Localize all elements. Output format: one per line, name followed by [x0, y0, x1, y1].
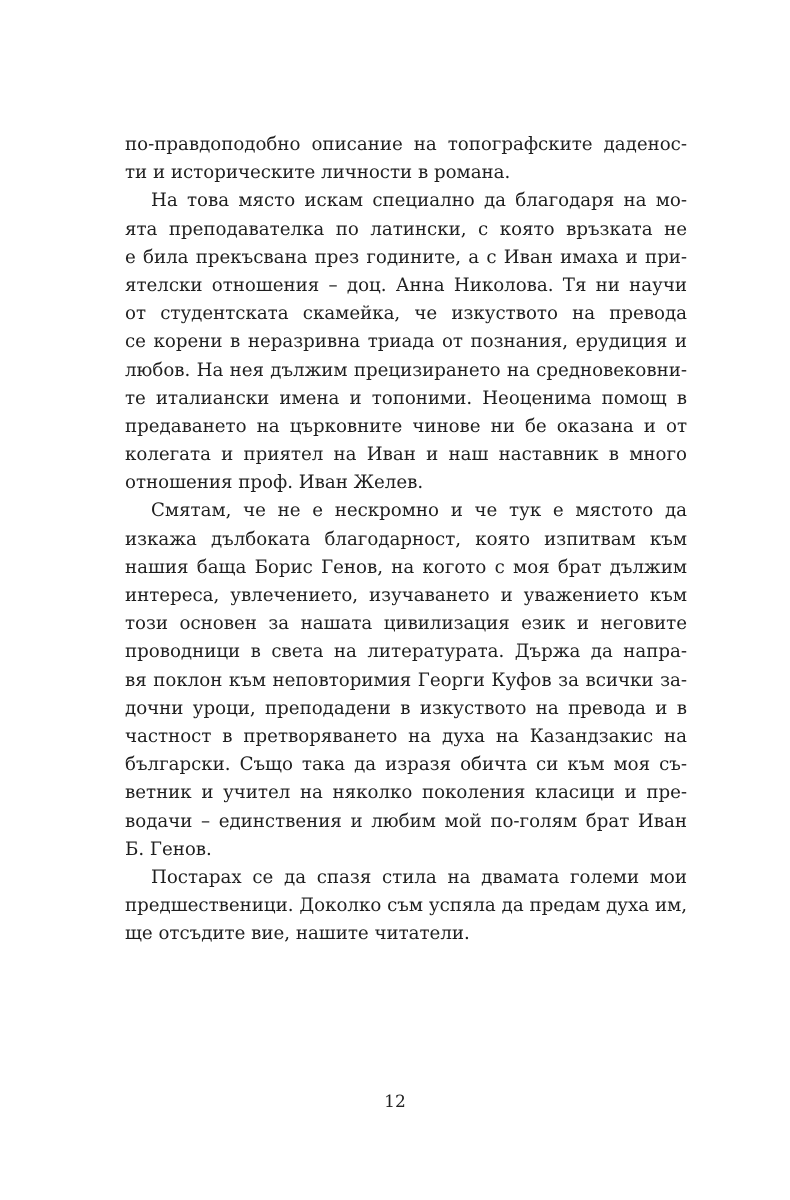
text-line: нашия баща Борис Генов, на когото с моя брат дължим	[125, 556, 687, 578]
text-line: На това място искам специално да благодаря на мо-	[151, 190, 687, 212]
text-line: ятелски отношения – доц. Анна Николова. Тя ни научи	[125, 274, 687, 296]
text-line: отношения проф. Иван Желев.	[125, 472, 424, 494]
text-line: български. Също така да изразя обичта си към моя съ-	[125, 754, 687, 776]
text-line: е била прекъсвана през годините, а с Иван имаха и при-	[125, 246, 687, 268]
text-line: Постарах се да спазя стила на двамата големи мои	[151, 866, 687, 888]
text-line: ята преподавателка по латински, с която връзката не	[125, 218, 687, 240]
text-line: предаването на църковните чинове ни бе оказана и от	[125, 415, 687, 437]
text-line: интереса, увлечението, изучаването и уважението към	[125, 585, 687, 606]
text-line: Смятам, че не е нескромно и че тук е мястото да	[151, 500, 687, 522]
text-line: Б. Генов.	[125, 838, 212, 860]
body-text	[125, 131, 687, 948]
text-line: по-правдоподобно описание на топографските даденос-	[125, 134, 687, 155]
text-line: дочни уроци, преподадени в изкуството на превода и в	[125, 697, 687, 719]
text-line: ветник и учител на няколко поколения класици и пре-	[125, 782, 687, 804]
text-line: вя поклон към неповторимия Георги Куфов за всички за-	[125, 669, 687, 691]
text-line: колегата и приятел на Иван и наш наставник в много	[125, 444, 687, 466]
text-line: ще отсъдите вие, нашите читатели.	[125, 923, 470, 945]
text-line: изкажа дълбоката благодарност, която изпитвам към	[125, 528, 687, 550]
text-line: се корени в неразривна триада от познания, ерудиция и	[125, 331, 687, 353]
text-line: този основен за нашата цивилизация език и неговите	[125, 613, 687, 635]
text-line: водачи – единствения и любим мой по-голям брат Иван	[125, 810, 687, 832]
text-line: от студентската скамейка, че изкуството на превода	[125, 303, 687, 325]
text-line: ти и историческите личности в романа.	[125, 162, 511, 184]
text-line: те италиански имена и топоними. Неоценима помощ в	[125, 387, 687, 409]
text-line: проводници в света на литературата. Държа да напра-	[125, 641, 687, 663]
text-line: предшественици. Доколко съм успяла да предам духа им,	[125, 895, 687, 917]
text-line: любов. На нея дължим прецизирането на средновековни-	[125, 359, 687, 381]
page-number: 12	[384, 1092, 406, 1112]
text-line: частност в претворяването на духа на Казандзакис на	[125, 725, 687, 747]
